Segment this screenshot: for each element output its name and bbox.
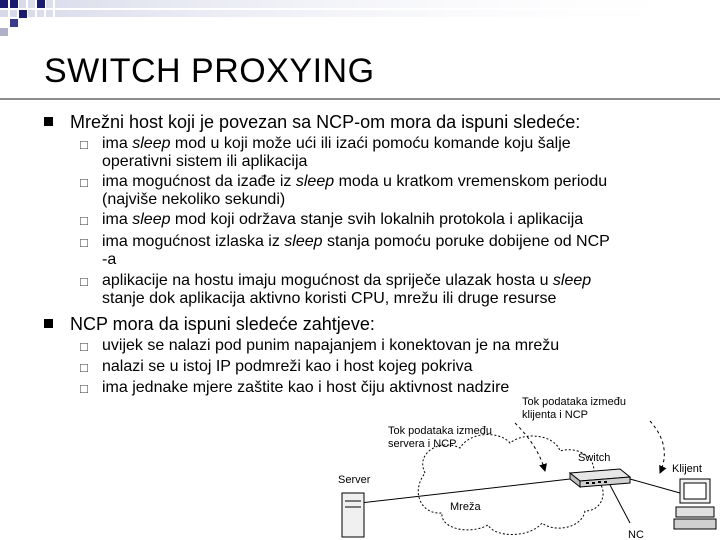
flow-client-label-2: klijenta i NCP (522, 409, 589, 421)
section1-heading: Mrežni host koji je povezan sa NCP-om mora da ispuni sledeće: (70, 112, 581, 132)
network-label: Mreža (450, 501, 481, 513)
hollow-square-bullet-icon: □ (80, 360, 88, 375)
square-bullet-icon (44, 117, 53, 126)
hollow-square-bullet-icon: □ (80, 175, 88, 190)
network-diagram (330, 393, 720, 540)
title-divider (0, 98, 720, 100)
flow-server-label-1: Tok podataka između (388, 425, 492, 437)
hollow-square-bullet-icon: □ (80, 339, 88, 354)
header-decoration (0, 0, 720, 40)
switch-label: Switch (578, 452, 611, 464)
hollow-square-bullet-icon: □ (80, 235, 88, 250)
hollow-square-bullet-icon: □ (80, 274, 88, 289)
hollow-square-bullet-icon: □ (80, 137, 88, 152)
hollow-square-bullet-icon: □ (80, 213, 88, 228)
square-bullet-icon (44, 319, 53, 328)
page-title: SWITCH PROXYING (44, 52, 375, 90)
flow-server-label-2: servera i NCP (388, 438, 457, 450)
ncp-label: NC (628, 529, 644, 540)
hollow-square-bullet-icon: □ (80, 381, 88, 396)
client-label: Klijent (672, 463, 702, 475)
section2-heading: NCP mora da ispuni sledeće zahtjeve: (70, 314, 375, 334)
server-label: Server (338, 474, 371, 486)
client-computer-icon (674, 479, 716, 529)
flow-client-label-1: Tok podataka između (522, 396, 626, 408)
server-computer-icon (342, 493, 364, 537)
